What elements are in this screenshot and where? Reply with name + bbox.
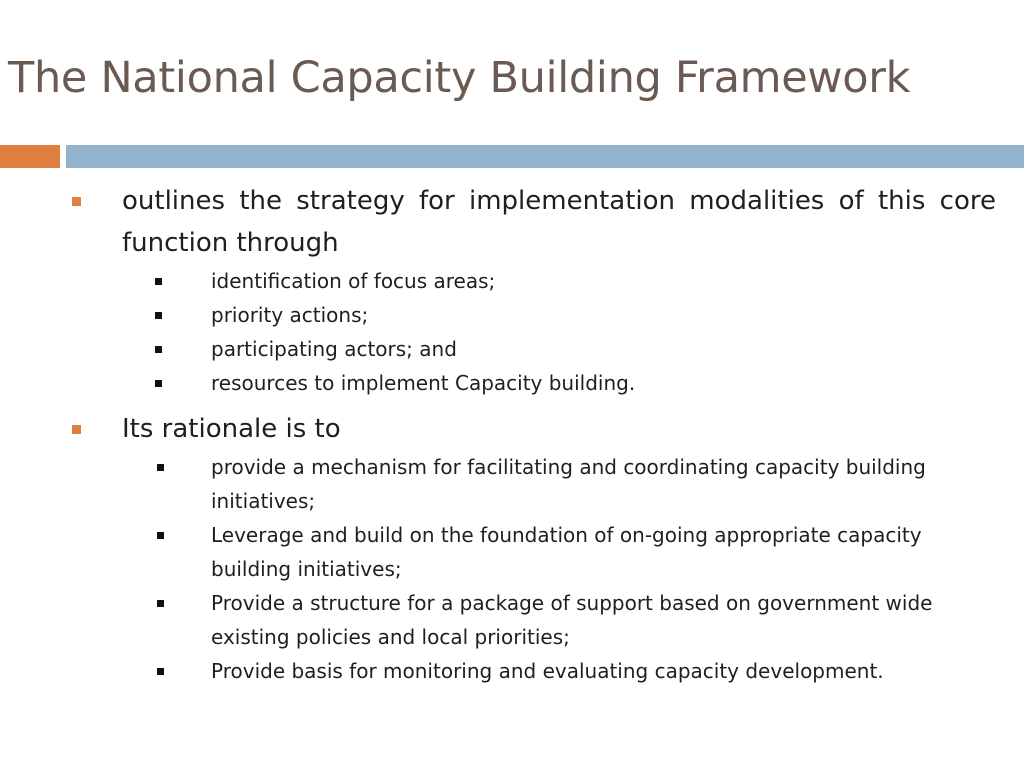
sub-bullet-item <box>0 654 1024 688</box>
sub-bullet-item <box>0 264 1024 298</box>
sub-bullet-item <box>0 366 1024 400</box>
accent-bar-blue <box>66 145 1024 168</box>
sub-bullet-text: identification of focus areas; <box>211 269 496 293</box>
square-bullet-icon <box>155 278 162 285</box>
slide-title: The National Capacity Building Framework <box>8 53 911 103</box>
square-bullet-icon <box>72 197 81 206</box>
square-bullet-icon <box>157 532 164 539</box>
sub-bullet-text: participating actors; and <box>211 337 457 361</box>
bullet-item <box>0 408 1024 450</box>
square-bullet-icon <box>155 380 162 387</box>
sub-bullet-text: Provide basis for monitoring and evaluating capacity development. <box>211 659 884 683</box>
bullet-text: outlines the strategy for implementation modalities of this core function through <box>122 186 996 258</box>
sub-bullet-item <box>0 298 1024 332</box>
sub-bullet-item <box>0 518 1024 586</box>
bullet-group-rationale <box>0 408 1024 688</box>
sub-bullet-list <box>0 264 1024 400</box>
square-bullet-icon <box>157 668 164 675</box>
bullet-group-strategy <box>0 180 1024 400</box>
bullet-text: Its rationale is to <box>122 414 341 444</box>
accent-bar-orange <box>0 145 60 168</box>
sub-bullet-text: priority actions; <box>211 303 369 327</box>
sub-bullet-item <box>0 332 1024 366</box>
sub-bullet-item <box>0 586 1024 654</box>
sub-bullet-text: Provide a structure for a package of support based on government wide existing policies and local priorities; <box>211 591 933 649</box>
square-bullet-icon <box>155 312 162 319</box>
sub-bullet-item <box>0 450 1024 518</box>
sub-bullet-list <box>0 450 1024 688</box>
sub-bullet-text: provide a mechanism for facilitating and coordinating capacity building initiatives; <box>211 455 926 513</box>
sub-bullet-text: Leverage and build on the foundation of on-going appropriate capacity building initiatives; <box>211 523 922 581</box>
square-bullet-icon <box>72 425 81 434</box>
sub-bullet-text: resources to implement Capacity building. <box>211 371 636 395</box>
square-bullet-icon <box>155 346 162 353</box>
square-bullet-icon <box>157 464 164 471</box>
bullet-item <box>0 180 1024 264</box>
slide-content <box>0 180 1024 688</box>
square-bullet-icon <box>157 600 164 607</box>
